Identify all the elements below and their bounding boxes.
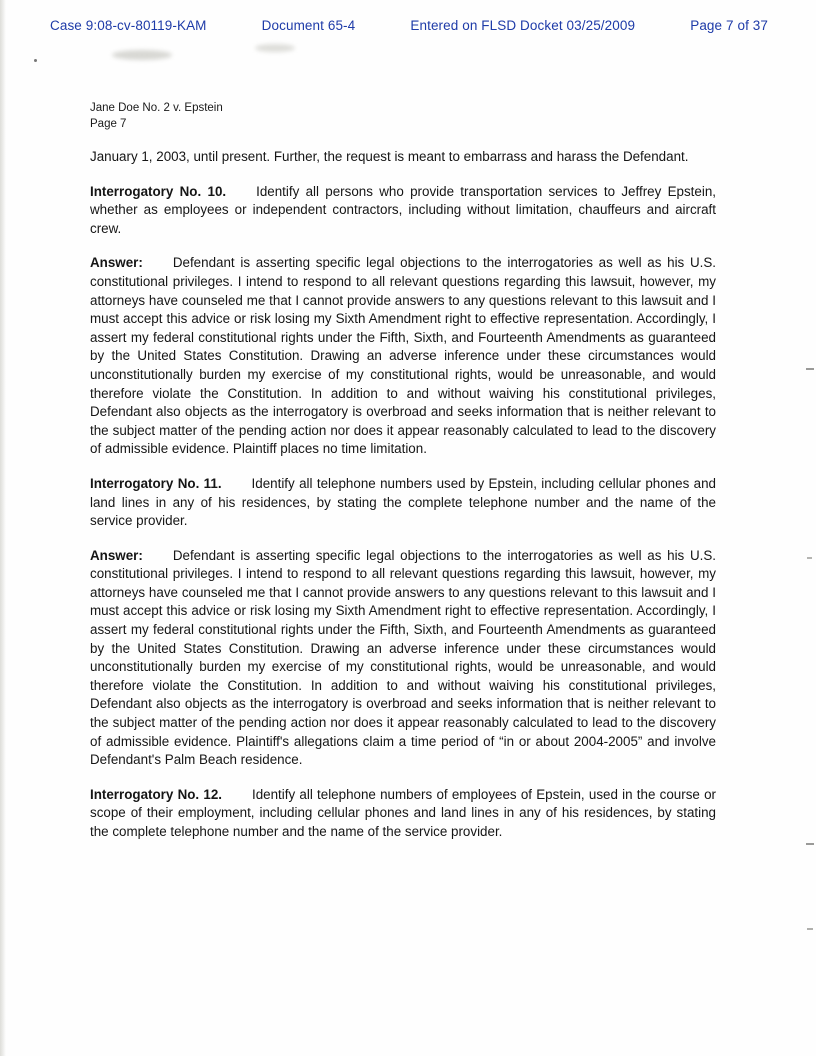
page-label: Page 7: [90, 117, 127, 130]
scan-artifact: [34, 59, 37, 62]
scan-artifact: [807, 928, 813, 930]
case-caption: [90, 101, 223, 132]
docket-case-number: Case 9:08-cv-80119-KAM: [50, 18, 207, 33]
scan-artifact: [112, 50, 172, 60]
docket-page-count: Page 7 of 37: [690, 18, 768, 33]
docket-stamp: [50, 18, 768, 33]
intro-text: January 1, 2003, until present. Further, the request is meant to embarrass and harass the Defendant.: [90, 149, 689, 164]
interrogatory-10-text: Identify all persons who provide transportation services to Jeffrey Epstein, whether as employees or independent contractors, including without limitation, chauffeurs and aircraft crew.: [90, 183, 716, 236]
interrogatory-12-label: Interrogatory No. 12.: [90, 786, 222, 802]
scan-artifact: [806, 843, 814, 845]
scan-artifact: [806, 368, 814, 370]
interrogatory-11-text: Identify all telephone numbers used by Epstein, including cellular phones and land lines in any of his residences, by stating the complete telephone number and the name of the service provider.: [90, 475, 716, 529]
answer-11: [90, 547, 716, 770]
answer-10: [90, 254, 716, 459]
interrogatory-11: [90, 475, 716, 531]
answer-10-text: Defendant is asserting specific legal objections to the interrogatories as well as his U.S. constitutional privileges. I intend to respond to all relevant questions regarding this lawsuit, however, my attorneys have counseled me that I cannot provide answers to any questions relevant to this lawsuit and I must accept this advice or risk losing my Sixth Amendment right to effective representation. Accordingly, I assert my federal constitutional rights under the Fifth, Sixth, and Fourteenth Amendments as guaranteed by the United States Constitution. Drawing an adverse inference under these circumstances would unconstitutionally burden my exercise of my constitutional rights, would be unreasonable, and would therefore violate the Constitution. In addition to and without waiving his constitutional privileges, Defendant also objects as the interrogatory is overbroad and seeks information that is neither relevant to the subject matter of the pending action nor does it appear reasonably calculated to lead to the discovery of admissible evidence. Plaintiff places no time limitation.: [90, 255, 716, 457]
interrogatory-11-label: Interrogatory No. 11.: [90, 475, 222, 491]
paragraph-intro: [90, 148, 716, 167]
docket-entered-date: Entered on FLSD Docket 03/25/2009: [410, 18, 636, 33]
scan-edge-shadow: [0, 0, 6, 1056]
answer-10-label: Answer:: [90, 255, 143, 271]
docket-document-number: Document 65-4: [261, 18, 356, 33]
interrogatory-10: [90, 183, 716, 239]
scan-artifact: [807, 557, 812, 559]
case-name: Jane Doe No. 2 v. Epstein: [90, 102, 223, 114]
scan-artifact: [255, 44, 295, 52]
interrogatory-12-text: Identify all telephone numbers of employees of Epstein, used in the course or scope of their employment, including cellular phones and land lines in any of his residences, by stating the complete telephone number and the name of the service provider.: [90, 786, 716, 839]
interrogatory-12: [90, 786, 716, 842]
answer-11-label: Answer:: [90, 547, 143, 563]
document-body: [90, 148, 716, 858]
interrogatory-10-label: Interrogatory No. 10.: [90, 183, 227, 199]
answer-11-text: Defendant is asserting specific legal objections to the interrogatories as well as his U.S. constitutional privileges. I intend to respond to all relevant questions regarding this lawsuit, however, my attorneys have counseled me that I cannot provide answers to any questions relevant to this lawsuit and I must accept this advice or risk losing my Sixth Amendment right to effective representation. Accordingly, I assert my federal constitutional rights under the Fifth, Sixth, and Fourteenth Amendments as guaranteed by the United States Constitution. Drawing an adverse inference under these circumstances would unconstitutionally burden my exercise of my constitutional rights, would be unreasonable, and would therefore violate the Constitution. In addition to and without waiving his constitutional privileges, Defendant also objects as the interrogatory is overbroad and seeks information that is neither relevant to the subject matter of the pending action nor does it appear reasonably calculated to lead to the discovery of admissible evidence. Plaintiff's allegations claim a time period of “in or about 2004-2005” and involve Defendant's Palm Beach residence.: [90, 547, 716, 768]
